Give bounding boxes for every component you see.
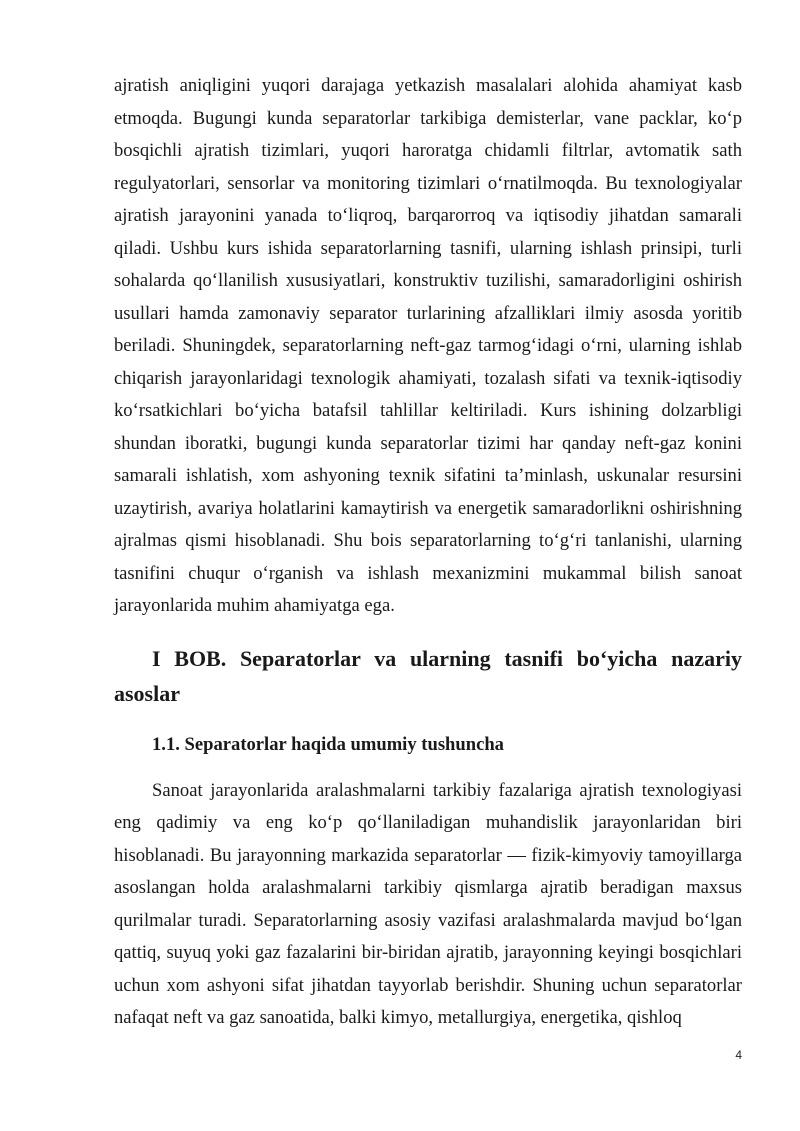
page-body <box>114 70 742 1035</box>
section-paragraph: Sanoat jarayonlarida aralashmalarni tarkibiy fazalariga ajratish texnologiyasi eng qadimiy va eng ko‘p qo‘llaniladigan muhandislik jarayonlaridan biri hisoblanadi. Bu jarayonning markazida separatorlar — fizik-kimyoviy tamoyillarga asoslangan holda aralashmalarni tarkibiy qismlarga ajratib beradigan maxsus qurilmalar turadi. Separatorlarning asosiy vazifasi aralashmalarda mavjud bo‘lgan qattiq, suyuq yoki gaz fazalarini bir-biridan ajratib, jarayonning keyingi bosqichlari uchun xom ashyoni sifat jihatdan tayyorlab berishdir. Shuning uchun separatorlar nafaqat neft va gaz sanoatida, balki kimyo, metallurgiya, energetika, qishloq <box>114 779 742 1028</box>
section-heading: 1.1. Separatorlar haqida umumiy tushuncha <box>152 733 504 755</box>
page-number: 4 <box>735 1048 742 1062</box>
chapter-heading: I BOB. Separatorlar va ularning tasnifi bo‘yicha nazariy asoslar <box>114 645 742 706</box>
intro-paragraph: ajratish aniqligini yuqori darajaga yetkazish masalalari alohida ahamiyat kasb etmoqda. Bugungi kunda separatorlar tarkibiga demisterlar, vane packlar, ko‘p bosqichli ajratish tizimlari, yuqori haroratga chidamli filtrlar, avtomatik sath regulyatorlari, sensorlar va monitoring tizimlari o‘rnatilmoqda. Bu texnologiyalar ajratish jarayonini yanada to‘liqroq, barqarorroq va iqtisodiy jihatdan samarali qiladi. Ushbu kurs ishida separatorlarning tasnifi, ularning ishlash prinsipi, turli sohalarda qo‘llanilish xususiyatlari, konstruktiv tuzilishi, samaradorligini oshirish usullari hamda zamonaviy separator turlarining afzalliklari ilmiy asosda yoritib beriladi. Shuningdek, separatorlarning neft-gaz tarmog‘idagi o‘rni, ularning ishlab chiqarish jarayonlaridagi texnologik ahamiyati, tozalash sifati va texnik-iqtisodiy ko‘rsatkichlari bo‘yicha batafsil tahlillar keltiriladi. Kurs ishining dolzarbligi shundan iboratki, bugungi kunda separatorlar tizimi har qanday neft-gaz konini samarali ishlatish, xom ashyoning texnik sifatini ta’minlash, uskunalar resursini uzaytirish, avariya holatlarini kamaytirish va energetik samaradorlikni oshirishning ajralmas qismi hisoblanadi. Shu bois separatorlarning to‘g‘ri tanlanishi, ularning tasnifini chuqur o‘rganish va ishlash mexanizmini mukammal bilish sanoat jarayonlarida muhim ahamiyatga ega. <box>114 75 742 616</box>
